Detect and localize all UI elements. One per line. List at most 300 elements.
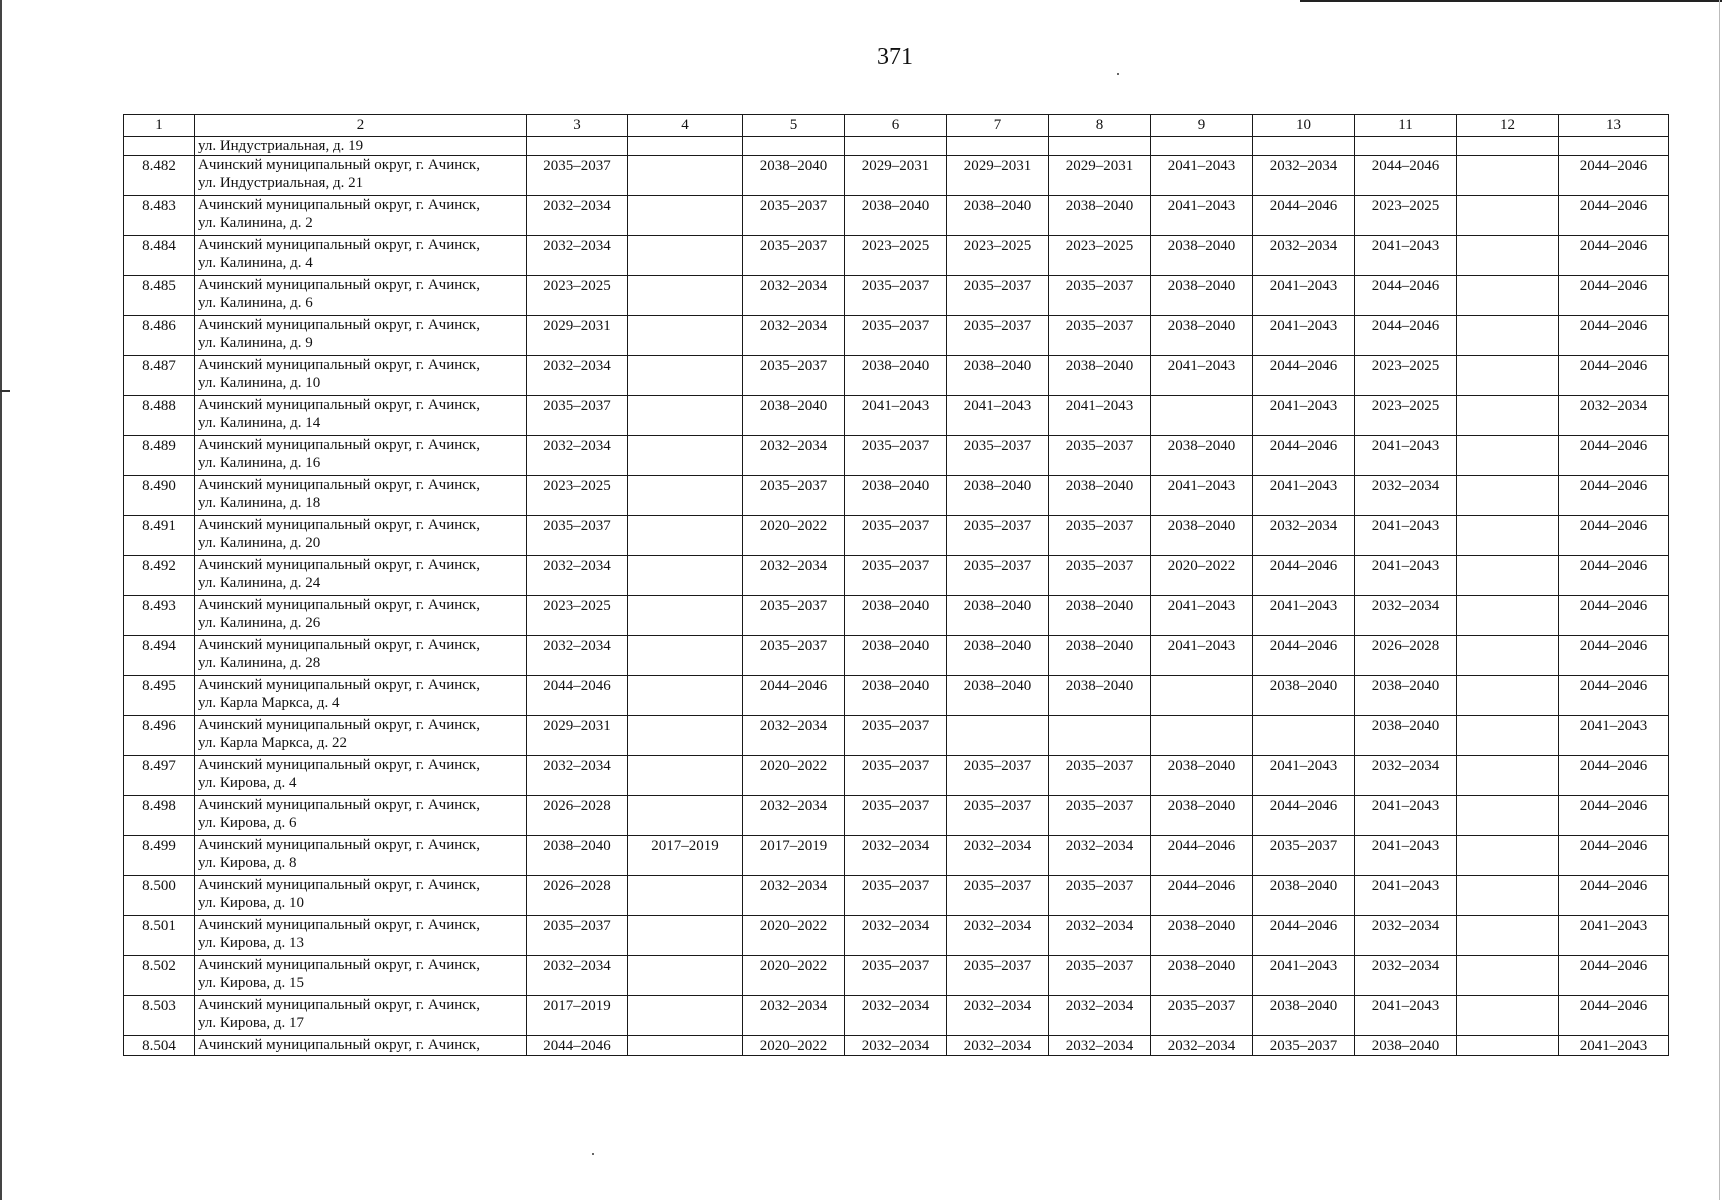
cell-address: ул. Индустриальная, д. 19 [195,137,527,156]
cell-col-8: 2038–2040 [1049,636,1151,676]
cell-col-12 [1457,156,1559,196]
cell-col-11: 2038–2040 [1355,1036,1457,1056]
cell-address [195,756,527,796]
cell-address [195,596,527,636]
column-header-8: 8 [1049,115,1151,137]
page-number: 371 [877,44,913,70]
cell-col-4 [628,436,743,476]
cell-col-3: 2035–2037 [527,156,628,196]
column-header-6: 6 [845,115,947,137]
cell-col-12 [1457,356,1559,396]
address-line-2: ул. Калинина, д. 16 [198,455,321,471]
cell-address [195,436,527,476]
cell-col-7: 2038–2040 [947,636,1049,676]
cell-address [195,716,527,756]
cell-id: 8.486 [124,316,195,356]
address-line-2: ул. Кирова, д. 17 [198,1015,305,1031]
cell-col-5: 2020–2022 [743,1036,845,1056]
cell-col-12 [1457,996,1559,1036]
table-row [124,236,1669,276]
cell-col-11: 2032–2034 [1355,956,1457,996]
cell-col-6: 2035–2037 [845,276,947,316]
cell-col-11: 2041–2043 [1355,876,1457,916]
cell-col-6: 2041–2043 [845,396,947,436]
address-line-1: Ачинский муниципальный округ, г. Ачинск, [198,477,480,493]
cell-col-11: 2041–2043 [1355,836,1457,876]
cell-col-12 [1457,916,1559,956]
cell-col-3: 2017–2019 [527,996,628,1036]
table-row [124,676,1669,716]
cell-col-11: 2023–2025 [1355,196,1457,236]
cell-col-5: 2038–2040 [743,156,845,196]
cell-address [195,276,527,316]
cell-address [195,996,527,1036]
address-line-1: Ачинский муниципальный округ, г. Ачинск, [198,317,480,333]
cell-col-4 [628,476,743,516]
cell-col-6: 2035–2037 [845,796,947,836]
address-line-1: Ачинский муниципальный округ, г. Ачинск, [198,757,480,773]
cell-id: 8.493 [124,596,195,636]
cell-col-9: 2038–2040 [1151,276,1253,316]
address-line-2: ул. Кирова, д. 15 [198,975,305,991]
table-row [124,196,1669,236]
cell-col-6: 2032–2034 [845,916,947,956]
cell-col-13: 2044–2046 [1559,876,1669,916]
cell-col-9: 2041–2043 [1151,596,1253,636]
cell-col-13: 2044–2046 [1559,756,1669,796]
cell-col-10: 2044–2046 [1253,356,1355,396]
cell-col-7: 2038–2040 [947,676,1049,716]
cell-col-6: 2035–2037 [845,756,947,796]
cell-col-12 [1457,676,1559,716]
address-line-1: Ачинский муниципальный округ, г. Ачинск, [198,437,480,453]
cell-col-7: 2032–2034 [947,916,1049,956]
address-line-1: Ачинский муниципальный округ, г. Ачинск, [198,597,480,613]
cell-col-7: 2035–2037 [947,436,1049,476]
address-line-2: ул. Кирова, д. 8 [198,855,297,871]
cell-col-3: 2032–2034 [527,356,628,396]
cell-col-6: 2032–2034 [845,1036,947,1056]
cell-col-5: 2044–2046 [743,676,845,716]
cell-col-6: 2035–2037 [845,556,947,596]
cell-col-6: 2023–2025 [845,236,947,276]
cell-col-3: 2029–2031 [527,316,628,356]
cell-col-10: 2038–2040 [1253,676,1355,716]
column-header-1: 1 [124,115,195,137]
column-header-13: 13 [1559,115,1669,137]
address-line-1: Ачинский муниципальный округ, г. Ачинск, [198,837,480,853]
cell-col-11: 2038–2040 [1355,676,1457,716]
cell-col-3: 2032–2034 [527,756,628,796]
cell-col-6: 2032–2034 [845,996,947,1036]
cell-col-4 [628,756,743,796]
cell-col-3 [527,137,628,156]
cell-col-9: 2041–2043 [1151,636,1253,676]
cell-col-11: 2044–2046 [1355,156,1457,196]
cell-col-5 [743,137,845,156]
address-line-1: Ачинский муниципальный округ, г. Ачинск, [198,557,480,573]
cell-id: 8.484 [124,236,195,276]
cell-col-4 [628,876,743,916]
cell-col-13: 2041–2043 [1559,1036,1669,1056]
cell-col-10: 2041–2043 [1253,756,1355,796]
cell-col-4 [628,956,743,996]
cell-col-9: 2041–2043 [1151,476,1253,516]
table-row [124,556,1669,596]
cell-col-3: 2032–2034 [527,636,628,676]
column-header-5: 5 [743,115,845,137]
cell-col-7 [947,716,1049,756]
cell-col-8: 2038–2040 [1049,476,1151,516]
cell-col-11: 2023–2025 [1355,396,1457,436]
cell-col-12 [1457,476,1559,516]
cell-col-13: 2044–2046 [1559,796,1669,836]
cell-col-7: 2035–2037 [947,556,1049,596]
cell-col-12 [1457,876,1559,916]
cell-col-5: 2032–2034 [743,276,845,316]
cell-col-5: 2032–2034 [743,796,845,836]
cell-col-9: 2041–2043 [1151,196,1253,236]
cell-col-10: 2044–2046 [1253,436,1355,476]
cell-col-5: 2035–2037 [743,356,845,396]
cell-id: 8.503 [124,996,195,1036]
cell-col-7: 2029–2031 [947,156,1049,196]
cell-col-8: 2038–2040 [1049,356,1151,396]
cell-col-12 [1457,956,1559,996]
cell-col-3: 2023–2025 [527,276,628,316]
cell-col-5: 2035–2037 [743,596,845,636]
cell-col-10: 2038–2040 [1253,876,1355,916]
cell-col-3: 2032–2034 [527,196,628,236]
cell-col-13 [1559,137,1669,156]
cell-col-10: 2032–2034 [1253,156,1355,196]
address-line-1: Ачинский муниципальный округ, г. Ачинск, [198,957,480,973]
address-line-2: ул. Калинина, д. 2 [198,215,313,231]
cell-col-4 [628,196,743,236]
cell-col-9: 2038–2040 [1151,436,1253,476]
table-row [124,836,1669,876]
cell-col-8: 2038–2040 [1049,596,1151,636]
cell-col-9: 2038–2040 [1151,916,1253,956]
cell-col-13: 2044–2046 [1559,636,1669,676]
cell-id: 8.502 [124,956,195,996]
cell-address [195,236,527,276]
table-row [124,316,1669,356]
cell-col-5: 2032–2034 [743,556,845,596]
cell-col-10: 2032–2034 [1253,516,1355,556]
cell-col-12 [1457,396,1559,436]
table-row [124,876,1669,916]
column-header-2: 2 [195,115,527,137]
cell-address [195,836,527,876]
cell-col-10: 2044–2046 [1253,636,1355,676]
cell-address [195,916,527,956]
cell-col-7: 2035–2037 [947,316,1049,356]
cell-col-12 [1457,1036,1559,1056]
cell-col-4 [628,137,743,156]
cell-col-3: 2023–2025 [527,476,628,516]
cell-id: 8.495 [124,676,195,716]
cell-address [195,956,527,996]
cell-col-10: 2041–2043 [1253,476,1355,516]
cell-address [195,156,527,196]
cell-col-8: 2032–2034 [1049,836,1151,876]
cell-col-9: 2038–2040 [1151,756,1253,796]
cell-col-10 [1253,716,1355,756]
cell-col-5: 2032–2034 [743,876,845,916]
cell-col-3: 2044–2046 [527,676,628,716]
table-row [124,596,1669,636]
cell-col-7: 2035–2037 [947,796,1049,836]
cell-col-9: 2044–2046 [1151,836,1253,876]
scan-speck [1117,73,1119,75]
cell-col-13: 2041–2043 [1559,916,1669,956]
cell-col-6: 2038–2040 [845,196,947,236]
cell-col-4 [628,996,743,1036]
cell-col-4 [628,516,743,556]
cell-col-8: 2038–2040 [1049,196,1151,236]
cell-col-10: 2041–2043 [1253,276,1355,316]
cell-col-11: 2041–2043 [1355,236,1457,276]
cell-id: 8.490 [124,476,195,516]
address-line-2: ул. Кирова, д. 4 [198,775,297,791]
cell-col-13: 2044–2046 [1559,476,1669,516]
cell-col-13: 2044–2046 [1559,676,1669,716]
top-rule [1300,0,1722,2]
address-line-1: Ачинский муниципальный округ, г. Ачинск, [198,877,480,893]
cell-col-9 [1151,716,1253,756]
cell-col-10: 2041–2043 [1253,956,1355,996]
address-line-1: Ачинский муниципальный округ, г. Ачинск, [198,157,480,173]
cell-col-5: 2032–2034 [743,316,845,356]
cell-col-9: 2038–2040 [1151,796,1253,836]
cell-id: 8.497 [124,756,195,796]
cell-col-4 [628,636,743,676]
cell-col-10: 2041–2043 [1253,596,1355,636]
cell-col-11: 2044–2046 [1355,276,1457,316]
address-line-1: Ачинский муниципальный округ, г. Ачинск, [198,237,480,253]
column-header-9: 9 [1151,115,1253,137]
cell-col-6: 2035–2037 [845,436,947,476]
cell-col-12 [1457,236,1559,276]
column-header-10: 10 [1253,115,1355,137]
cell-id: 8.496 [124,716,195,756]
cell-col-12 [1457,316,1559,356]
cell-col-5: 2020–2022 [743,956,845,996]
table-row [124,796,1669,836]
cell-col-11: 2032–2034 [1355,916,1457,956]
cell-col-13: 2044–2046 [1559,996,1669,1036]
cell-col-9: 2032–2034 [1151,1036,1253,1056]
cell-col-4 [628,716,743,756]
cell-col-10: 2035–2037 [1253,1036,1355,1056]
cell-address [195,556,527,596]
table-row [124,916,1669,956]
cell-col-9 [1151,137,1253,156]
table-row [124,516,1669,556]
cell-col-5: 2035–2037 [743,636,845,676]
column-header-7: 7 [947,115,1049,137]
cell-col-8: 2035–2037 [1049,316,1151,356]
cell-col-7: 2038–2040 [947,476,1049,516]
address-line-2: ул. Калинина, д. 6 [198,295,313,311]
cell-col-5: 2032–2034 [743,996,845,1036]
cell-col-6: 2038–2040 [845,636,947,676]
cell-col-6 [845,137,947,156]
cell-col-12 [1457,137,1559,156]
cell-col-8: 2038–2040 [1049,676,1151,716]
address-line-2: ул. Калинина, д. 10 [198,375,321,391]
cell-col-9 [1151,676,1253,716]
cell-col-11: 2032–2034 [1355,756,1457,796]
cell-col-5: 2032–2034 [743,716,845,756]
column-header-11: 11 [1355,115,1457,137]
cell-id: 8.501 [124,916,195,956]
cell-col-6: 2035–2037 [845,316,947,356]
cell-address: Ачинский муниципальный округ, г. Ачинск, [195,1036,527,1056]
cell-col-10: 2044–2046 [1253,556,1355,596]
cell-col-13: 2041–2043 [1559,716,1669,756]
cell-col-5: 2020–2022 [743,516,845,556]
table-row [124,636,1669,676]
address-line-1: Ачинский муниципальный округ, г. Ачинск, [198,277,480,293]
cell-col-10: 2044–2046 [1253,196,1355,236]
cell-col-13: 2044–2046 [1559,356,1669,396]
cell-col-8: 2035–2037 [1049,556,1151,596]
cell-col-6: 2038–2040 [845,476,947,516]
right-page-edge [1719,0,1720,1200]
cell-col-12 [1457,796,1559,836]
cell-col-5: 2017–2019 [743,836,845,876]
cell-address [195,356,527,396]
cell-col-4 [628,556,743,596]
address-line-2: ул. Калинина, д. 26 [198,615,321,631]
address-line-1: Ачинский муниципальный округ, г. Ачинск, [198,797,480,813]
address-line-2: ул. Индустриальная, д. 21 [198,175,364,191]
cell-col-4 [628,316,743,356]
cell-id: 8.489 [124,436,195,476]
cell-col-4 [628,1036,743,1056]
cell-col-8 [1049,716,1151,756]
table-row [124,956,1669,996]
cell-col-10 [1253,137,1355,156]
cell-col-11: 2026–2028 [1355,636,1457,676]
address-line-1: Ачинский муниципальный округ, г. Ачинск, [198,357,480,373]
address-line-1: Ачинский муниципальный округ, г. Ачинск, [198,997,480,1013]
cell-id: 8.499 [124,836,195,876]
cell-col-7 [947,137,1049,156]
cell-col-7: 2023–2025 [947,236,1049,276]
cell-col-9: 2044–2046 [1151,876,1253,916]
cell-col-12 [1457,716,1559,756]
cell-col-4 [628,396,743,436]
address-line-2: ул. Калинина, д. 24 [198,575,321,591]
column-header-3: 3 [527,115,628,137]
header-row [124,115,1669,137]
column-header-12: 12 [1457,115,1559,137]
cell-col-5: 2038–2040 [743,396,845,436]
cell-col-9: 2020–2022 [1151,556,1253,596]
cell-col-4 [628,236,743,276]
table-row [124,716,1669,756]
cell-col-5: 2020–2022 [743,756,845,796]
cell-col-4 [628,676,743,716]
cell-col-13: 2044–2046 [1559,516,1669,556]
schedule-table [123,114,1669,1056]
cell-col-12 [1457,756,1559,796]
cell-address [195,476,527,516]
table-row [124,137,1669,156]
cell-col-11: 2032–2034 [1355,476,1457,516]
cell-col-11: 2041–2043 [1355,996,1457,1036]
cell-col-8: 2035–2037 [1049,436,1151,476]
cell-col-8: 2035–2037 [1049,516,1151,556]
cell-col-7: 2032–2034 [947,996,1049,1036]
cell-col-5: 2035–2037 [743,236,845,276]
cell-col-6: 2029–2031 [845,156,947,196]
cell-col-7: 2038–2040 [947,356,1049,396]
cell-address [195,796,527,836]
cell-col-3: 2035–2037 [527,916,628,956]
cell-col-9: 2038–2040 [1151,956,1253,996]
address-line-2: ул. Калинина, д. 20 [198,535,321,551]
table-row [124,996,1669,1036]
cell-id: 8.491 [124,516,195,556]
cell-col-6: 2035–2037 [845,956,947,996]
cell-col-6: 2035–2037 [845,516,947,556]
cell-col-6: 2038–2040 [845,356,947,396]
cell-col-12 [1457,636,1559,676]
cell-col-4 [628,796,743,836]
cell-col-12 [1457,196,1559,236]
cell-col-3: 2029–2031 [527,716,628,756]
cell-col-10: 2044–2046 [1253,796,1355,836]
cell-col-9: 2041–2043 [1151,356,1253,396]
cell-col-13: 2044–2046 [1559,596,1669,636]
cell-col-8: 2035–2037 [1049,956,1151,996]
cell-col-8 [1049,137,1151,156]
address-line-2: ул. Калинина, д. 9 [198,335,313,351]
address-line-1: Ачинский муниципальный округ, г. Ачинск, [198,637,480,653]
table-row [124,356,1669,396]
cell-col-8: 2035–2037 [1049,276,1151,316]
cell-col-12 [1457,596,1559,636]
cell-col-7: 2035–2037 [947,876,1049,916]
cell-id: 8.498 [124,796,195,836]
address-line-1: Ачинский муниципальный округ, г. Ачинск, [198,717,480,733]
cell-col-3: 2032–2034 [527,956,628,996]
cell-col-10: 2035–2037 [1253,836,1355,876]
cell-col-3: 2038–2040 [527,836,628,876]
cell-id [124,137,195,156]
cell-address [195,876,527,916]
cell-id: 8.494 [124,636,195,676]
cell-col-8: 2035–2037 [1049,796,1151,836]
table-row [124,276,1669,316]
table-row [124,476,1669,516]
cell-col-12 [1457,556,1559,596]
cell-col-9: 2041–2043 [1151,156,1253,196]
cell-col-10: 2032–2034 [1253,236,1355,276]
cell-col-10: 2041–2043 [1253,316,1355,356]
cell-address [195,316,527,356]
address-line-1: Ачинский муниципальный округ, г. Ачинск, [198,677,480,693]
cell-col-13: 2044–2046 [1559,436,1669,476]
cell-col-3: 2026–2028 [527,876,628,916]
cell-col-8: 2029–2031 [1049,156,1151,196]
cell-col-13: 2044–2046 [1559,836,1669,876]
table-row [124,156,1669,196]
